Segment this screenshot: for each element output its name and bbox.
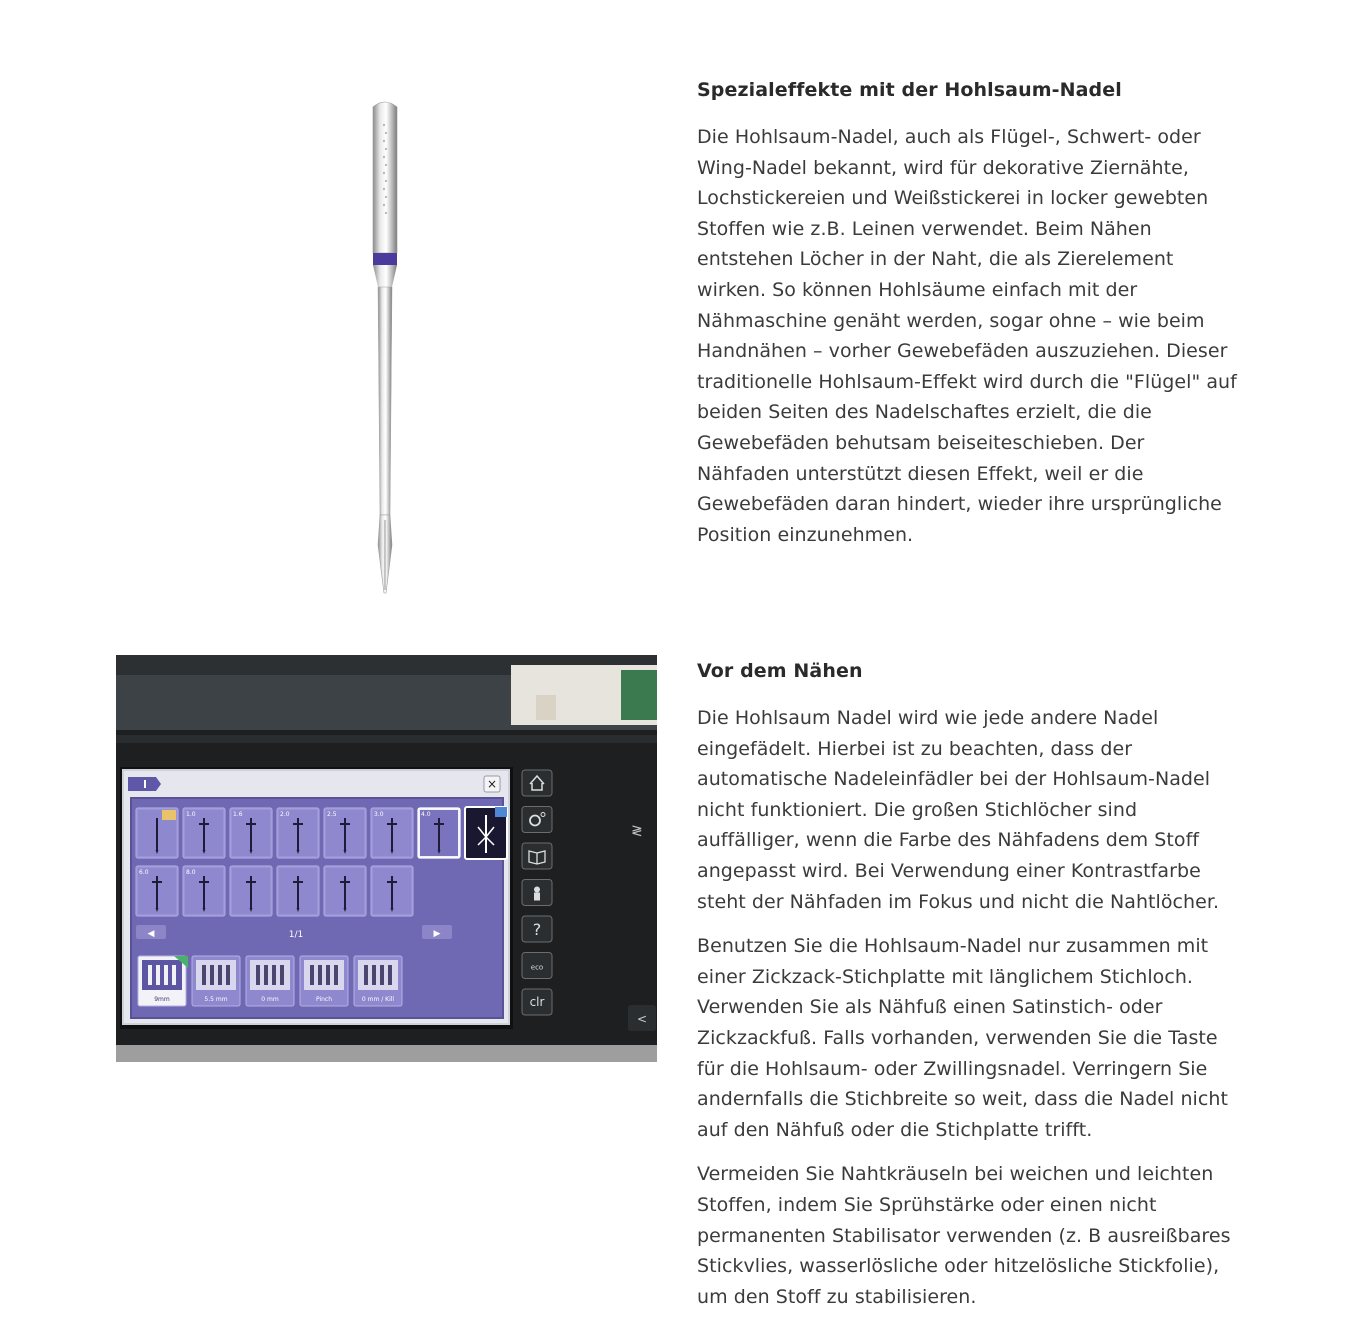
side-button-eco[interactable] <box>522 953 552 979</box>
presser-foot-label: 9mm <box>154 996 170 1003</box>
needle-tile[interactable] <box>183 866 225 916</box>
paragraph: Die Hohlsaum-Nadel, auch als Flügel-, Schwert- oder Wing-Nadel bekannt, wird für dekorative Ziernähte, Lochstickereien und Weißstickerei in locker gewebten Stoffen wie z.B. Leinen verwendet. Beim Nähen entstehen Löcher in der Naht, die als Zierelement wirken. So können Hohlsäume einfach mit der Nähmaschine genäht werden, sogar ohne – wie beim Handnähen – vorher Gewebefäden auszuziehen. Dieser traditionelle Hohlsaum-Effekt wird durch die "Flügel" auf beiden Seiten des Nadelschaftes erzielt, die die Gewebefäden behutsam beiseiteschieben. Der Nähfaden unterstützt diesen Effekt, weil er die Gewebefäden daran hindert, wieder ihre ursprüngliche Position einzunehmen. <box>697 126 1237 546</box>
needle-size-label: 8.0 <box>186 869 196 876</box>
side-button-settings[interactable] <box>522 807 552 833</box>
sewing-machine-screen-photo <box>116 655 657 1062</box>
needle-tile[interactable] <box>371 808 413 858</box>
side-button-home[interactable] <box>522 770 552 796</box>
needle-size-label: 3.0 <box>374 811 384 818</box>
side-button-help[interactable] <box>522 916 552 942</box>
paragraph: Vermeiden Sie Nahtkräuseln bei weichen und leichten Stoffen, indem Sie Sprühstärke oder einen nicht permanenten Stabilisator verwenden (z. B ausreißbares Stickvlies, wasserlösliche oder hitzelösliche Stickfolie), um den Stoff zu stabilisieren. <box>697 1163 1231 1308</box>
section-heading: Vor dem Nähen <box>697 660 863 682</box>
needle-tile[interactable] <box>230 866 272 916</box>
needle-size-label: 4.0 <box>421 811 431 818</box>
needle-tile[interactable] <box>418 808 460 858</box>
presser-foot-button[interactable] <box>138 956 186 1006</box>
presser-foot-button[interactable] <box>192 956 240 1006</box>
needle-icon <box>534 887 540 893</box>
side-button-needle[interactable] <box>522 880 552 906</box>
side-button-book[interactable] <box>522 843 552 869</box>
close-icon[interactable]: × <box>486 777 498 791</box>
clr-label: clr <box>529 995 545 1009</box>
wing-needle-tile[interactable] <box>465 807 507 859</box>
presser-foot-button[interactable] <box>300 956 348 1006</box>
needle-tile[interactable] <box>324 808 366 858</box>
help-label: ? <box>532 920 542 939</box>
needle-tile[interactable] <box>183 808 225 858</box>
needle-size-label: 2.0 <box>280 811 290 818</box>
paragraph: Die Hohlsaum Nadel wird wie jede andere Nadel eingefädelt. Hierbei ist zu beachten, dass der automatische Nadeleinfädler bei der Hohlsaum-Nadel nicht funktioniert. Die großen Stichlöcher sind auffälliger, wenn die Farbe des Nähfadens dem Stoff angepasst wird. Bei Verwendung einer Kontrastfarbe steht der Nähfaden im Fokus und nicht die Nahtlöcher. <box>697 707 1220 913</box>
needle-size-label: 1.6 <box>233 811 243 818</box>
page-indicator: 1/1 <box>288 930 304 940</box>
svg-text:<: < <box>636 1012 648 1026</box>
needle-size-label: 2.5 <box>327 811 337 818</box>
eco-label: eco <box>530 963 544 972</box>
presser-foot-label: 0 mm / Kill <box>361 996 395 1003</box>
presser-foot-label: 5.5 mm <box>204 996 228 1003</box>
needle-tile[interactable] <box>277 808 319 858</box>
needle-size-label: 1.0 <box>186 811 196 818</box>
presser-foot-button[interactable] <box>354 956 402 1006</box>
svg-text:≷: ≷ <box>631 823 643 839</box>
needle-tile[interactable] <box>324 866 366 916</box>
needle-tile[interactable] <box>230 808 272 858</box>
info-badge-icon <box>162 810 176 820</box>
section-wing-needle-effects <box>697 78 1242 564</box>
side-button-clr[interactable] <box>522 989 552 1015</box>
needle-size-label: 6.0 <box>139 869 149 876</box>
svg-text:◀: ◀ <box>147 929 155 939</box>
section-heading: Spezialeffekte mit der Hohlsaum-Nadel <box>697 79 1122 101</box>
needle-tile[interactable] <box>136 866 178 916</box>
wing-needle-image <box>340 95 430 600</box>
needle-tile[interactable] <box>277 866 319 916</box>
presser-foot-label: 0 mm <box>261 996 279 1003</box>
presser-foot-label: Pinch <box>315 996 333 1003</box>
presser-foot-button[interactable] <box>246 956 294 1006</box>
paragraph: Benutzen Sie die Hohlsaum-Nadel nur zusammen mit einer Zickzack-Stichplatte mit länglichem Stichloch. Verwenden Sie als Nähfuß einen Satinstich- oder Zickzackfuß. Falls vorhanden, verwenden Sie die Taste für die Hohlsaum- oder Zwillingsnadel. Verringern Sie andernfalls die Stichbreite so weit, dass die Nadel nicht auf den Nähfuß oder die Stichplatte trifft. <box>697 935 1228 1141</box>
needle-tile[interactable] <box>371 866 413 916</box>
svg-text:▶: ▶ <box>433 929 441 939</box>
section-before-sewing <box>697 659 1242 1326</box>
